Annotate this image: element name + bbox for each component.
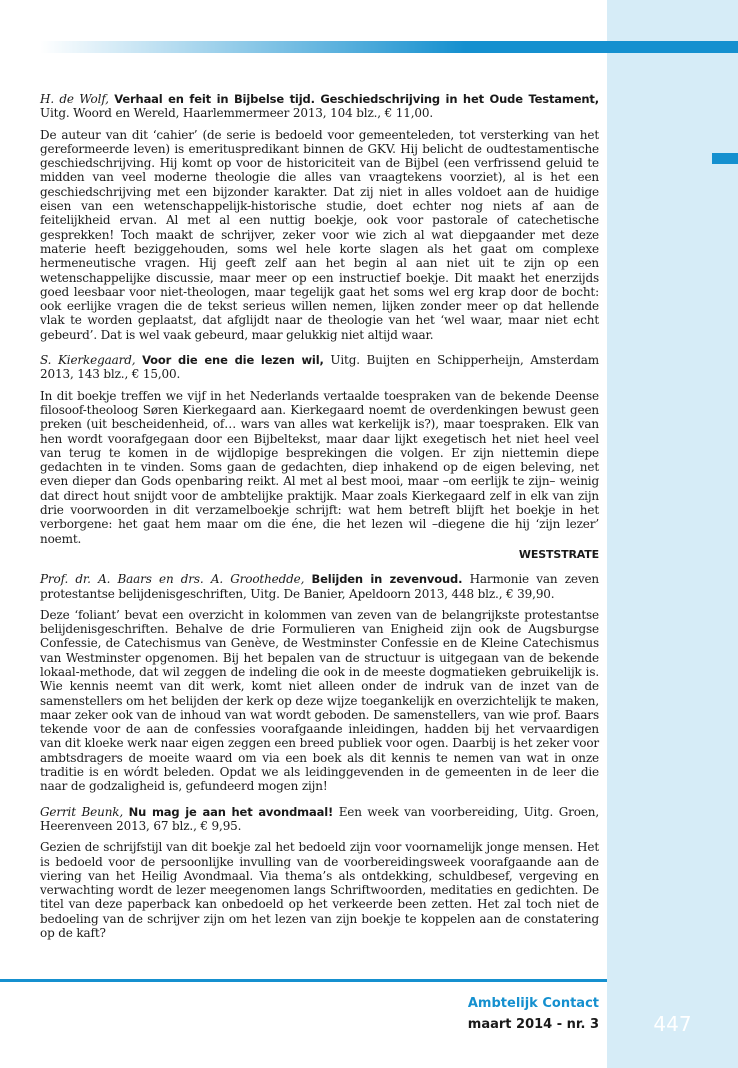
review-heading: [40, 92, 599, 121]
review-author: S. Kierkegaard,: [40, 353, 136, 368]
review-publication: Harmonie van zeven protestantse belijdenisgeschriften, Uitg. De Banier, Apeldoorn 2013, 448 blz., € 39,90.: [40, 572, 599, 601]
footer-rule: [0, 979, 607, 982]
review-book-title: Voor die ene die lezen wil,: [142, 353, 324, 368]
review-body: Deze ‘foliant’ bevat een overzicht in kolommen van zeven van de belangrijkste protestantse belijdenisgeschriften. Behalve de drie Formulieren van Enigheid zijn ook de Augsburgse Confessie, de Catechismus van Genève, de Westminster Confessie en de Kleine Catechismus van Westminster opgenomen. Bij het bepalen van de structuur is uitgegaan van de bekende lokaal-methode, dat wil zeggen de indeling die ook in de meeste dogmatieken gebruikelijk is. Wie kennis neemt van dit werk, komt niet alleen onder de indruk van de inzet van de samenstellers om het belijden der kerk op deze wijze toegankelijk en overzichtelijk te maken, maar zeker ook van de inhoud van wat wordt geboden. De samenstellers, van wie prof. Baars tekende voor de aan de confessies voorafgaande inleidingen, hadden bij het vervaardigen van dit kloeke werk naar eigen zeggen een breed publiek voor ogen. Daarbij is het zeker voor ambtsdragers de moeite waard om via een boek als dit kennis te nemen van wat in onze traditie is en wórdt beleden. Opdat we als leidinggevenden in de gemeenten in de leer die naar de godzaligheid is, gefundeerd mogen zijn!: [40, 607, 599, 794]
reviewer-signature: WESTSTRATE: [518, 547, 599, 561]
issue-label: maart 2014 - nr. 3: [467, 1017, 599, 1032]
review-heading: [40, 353, 599, 382]
side-tab-marker: [712, 153, 738, 164]
review-heading: [40, 805, 599, 834]
review-book-title: Nu mag je aan het avondmaal!: [128, 804, 334, 819]
review-publication: Een week van voorbereiding, Uitg. Groen, Heerenveen 2013, 67 blz., € 9,95.: [40, 804, 599, 833]
review-book-title: Belijden in zevenvoud.: [311, 572, 463, 587]
review-column: [40, 92, 599, 951]
review-body: De auteur van dit ‘cahier’ (de serie is bedoeld voor gemeenteleden, tot versterking van het gereformeerde leven) is emerituspredikant binnen de GKV. Hij belicht de oudtestamentische geschiedschrijving. Hij komt op voor de historiciteit van de Bijbel (een verfrissend geluid te midden van veel moderne theologie die alles van vraagtekens voorziet), al is het een geschiedschrijving met een bijzonder karakter. Dat zij niet in alles voldoet aan de huidige eisen van een wetenschappelijk-historische studie, doet echter nog niets af aan de feitelijkheid ervan. Al met al een nuttig boekje, ook voor pastorale of catechetische gesprekken! Toch maakt de schrijver, zeker voor wie zich al wat diepgaander met deze materie heeft beziggehouden, soms wel hele korte slagen als het gaat om complexe hermeneutische vragen. Hij geeft zelf aan het begin al aan niet uit te zijn op een wetenschappelijke discussie, maar meer op een instructief boekje. Dit maakt het enerzijds goed leesbaar voor niet-theologen, maar tegelijk gaat het soms wel erg krap door de bocht: ook eerlijke vragen die de tekst serieus willen nemen, lijken zonder meer op dat hellende vlak te worden geplaatst, dat afglijdt naar de theologie van het ‘wel waar, maar niet echt gebeurd’. Dat is wel vaak gebeurd, maar gelukkig niet altijd waar.: [40, 127, 599, 342]
review-body: In dit boekje treffen we vijf in het Nederlands vertaalde toespraken van de bekende Deense filosoof-theoloog Søren Kierkegaard aan. Kierkegaard noemt de overdenkingen bewust geen preken (uit bescheidenheid, of… wars van alles wat kerkelijk is?), maar toespraken. Elk van hen wordt voorafgegaan door een Bijbeltekst, maar daar lijkt exegetisch het niet heel veel van terug te komen in de wijdlopige besprekingen die volgen. Er zijn niettemin diepe gedachten in te vinden. Soms gaan de gedachten, diep inhakend op de eigen beleving, net even dieper dan Gods openbaring reikt. Al met al best mooi, maar –om eerlijk te zijn– weinig dat direct hout snijdt voor de ambtelijke praktijk. Maar zoals Kierkegaard zelf in elk van zijn drie voorwoorden in dit verzamelboekje schrijft: wat hem betreft blijft het boekje in het verborgene: het gaat hem maar om die éne, die het lezen wil –diegene die hij ‘zijn lezer’ noemt.: [40, 388, 599, 546]
header-gradient-bar: [40, 41, 607, 53]
header-bar-strip: [607, 41, 738, 53]
review-body: Gezien de schrijfstijl van dit boekje zal het bedoeld zijn voor voornamelijk jonge mensen. Het is bedoeld voor de persoonlijke invulling van de voorbereidingsweek voorafgaande aan de viering van het Heilig Avondmaal. Via thema’s als ontdekking, schuldbesef, vergeving en verwachting wordt de lezer meegenomen langs Schriftwoorden, meditaties en gedichten. De titel van deze paperback kan onbedoeld op het verkeerde been zetten. Het zal toch niet de bedoeling van de schrijver zijn om het lezen van zijn boekje te koppelen aan de constatering op de kaft?: [40, 840, 599, 941]
review-publication: Uitg. Buijten en Schipperheijn, Amsterdam 2013, 143 blz., € 15,00.: [40, 353, 600, 382]
page-number: 447: [653, 1012, 692, 1036]
review-author: Prof. dr. A. Baars en drs. A. Groothedde,: [40, 572, 305, 587]
journal-name: Ambtelijk Contact: [467, 996, 599, 1011]
review-author: H. de Wolf,: [40, 92, 109, 106]
review-book-title: Verhaal en feit in Bijbelse tijd. Geschiedschrijving in het Oude Testament,: [114, 92, 599, 106]
review-heading: [40, 572, 599, 601]
review-author: Gerrit Beunk,: [40, 804, 124, 819]
review-publication: Uitg. Woord en Wereld, Haarlemmermeer 2013, 104 blz., € 11,00.: [40, 106, 434, 121]
